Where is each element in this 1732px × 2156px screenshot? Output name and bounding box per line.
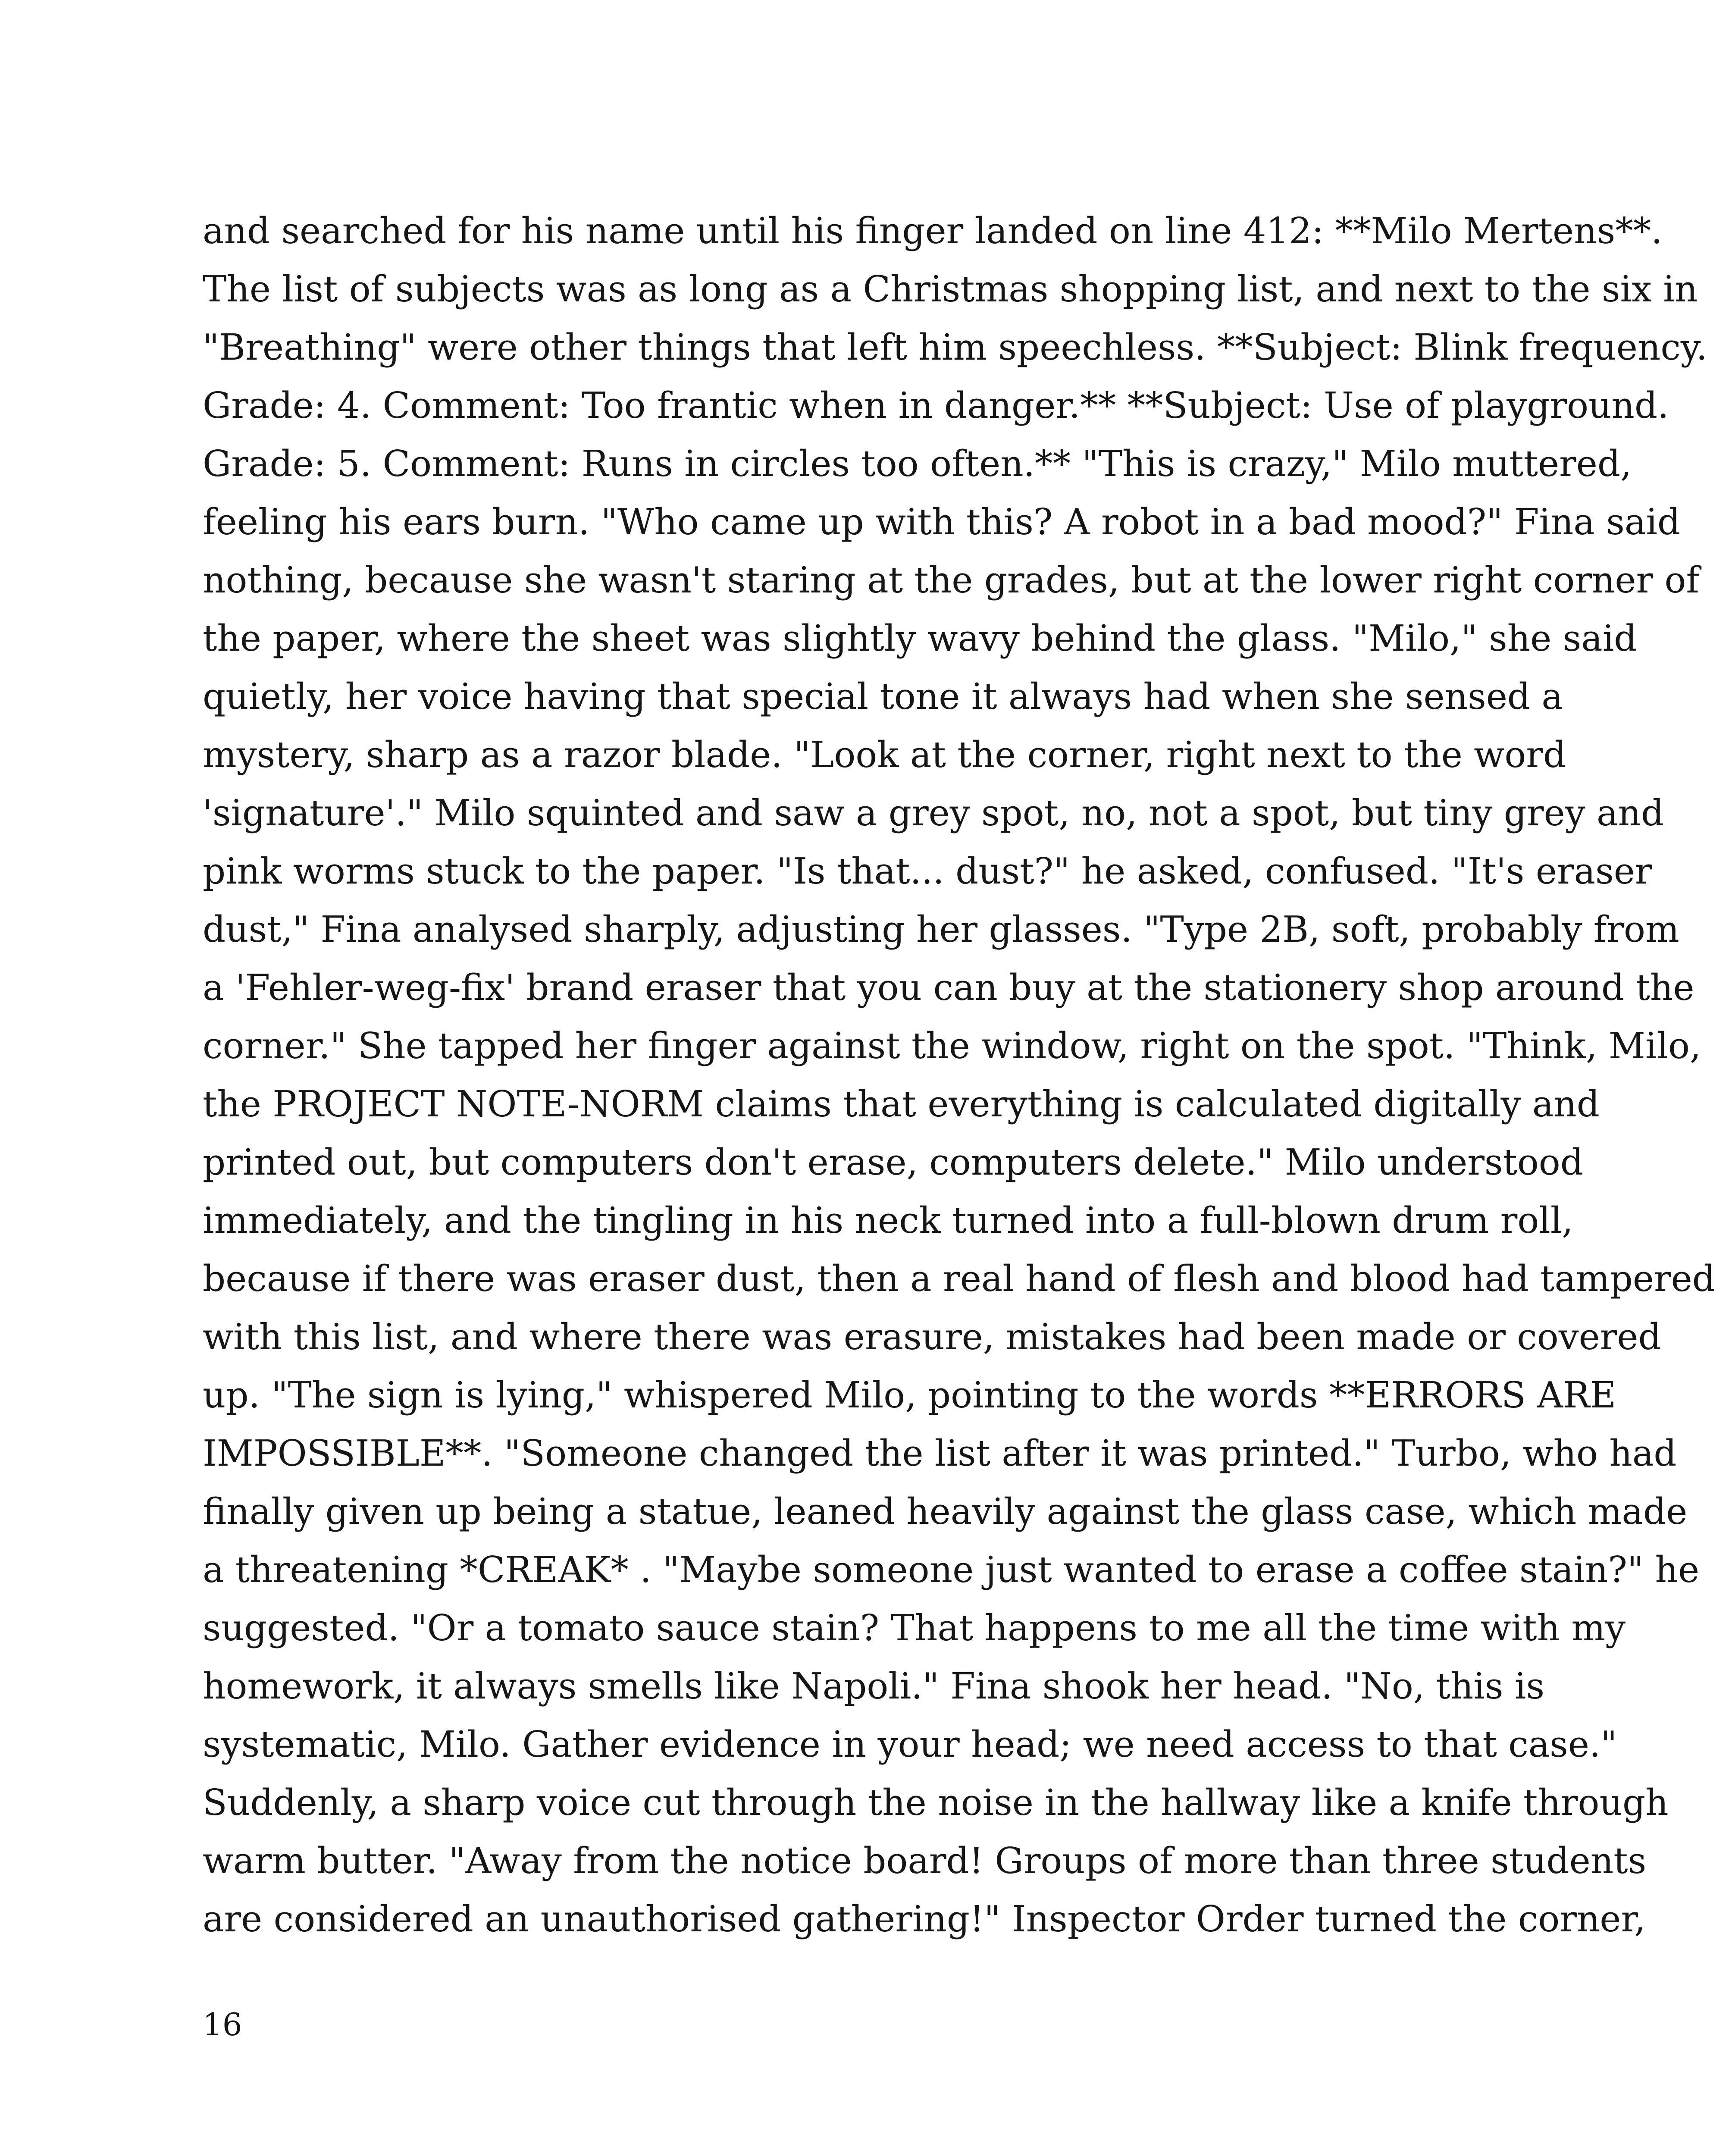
text-line: nothing, because she wasn't staring at the grades, but at the lower right corner of xyxy=(203,559,1700,601)
text-line: Grade: 4. Comment: Too frantic when in danger.** **Subject: Use of playground. xyxy=(203,385,1669,426)
text-line: quietly, her voice having that special tone it always had when she sensed a xyxy=(203,676,1563,718)
text-line: finally given up being a statue, leaned heavily against the glass case, which made xyxy=(203,1491,1688,1532)
text-line: pink worms stuck to the paper. "Is that... dust?" he asked, confused. "It's eraser xyxy=(203,850,1652,892)
text-line: a 'Fehler-weg-fix' brand eraser that you can buy at the stationery shop around the xyxy=(203,967,1694,1009)
text-line: systematic, Milo. Gather evidence in your head; we need access to that case." xyxy=(203,1724,1617,1765)
text-line: 'signature'." Milo squinted and saw a grey spot, no, not a spot, but tiny grey and xyxy=(203,792,1664,834)
text-line: a threatening *CREAK* . "Maybe someone just wanted to erase a coffee stain?" he xyxy=(203,1549,1700,1591)
text-line: "Breathing" were other things that left him speechless. **Subject: Blink frequency. xyxy=(203,326,1708,368)
text-line: homework, it always smells like Napoli." Fina shook her head. "No, this is xyxy=(203,1665,1545,1707)
text-line: IMPOSSIBLE**. "Someone changed the list after it was printed." Turbo, who had xyxy=(203,1432,1677,1474)
text-line: up. "The sign is lying," whispered Milo, pointing to the words **ERRORS ARE xyxy=(203,1374,1616,1416)
body-text xyxy=(203,202,1715,1948)
text-line: feeling his ears burn. "Who came up with this? A robot in a bad mood?" Fina said xyxy=(203,501,1681,543)
text-line: Grade: 5. Comment: Runs in circles too often.** "This is crazy," Milo muttered, xyxy=(203,443,1632,485)
text-line: suggested. "Or a tomato sauce stain? That happens to me all the time with my xyxy=(203,1607,1626,1649)
text-line: are considered an unauthorised gathering!" Inspector Order turned the corner, xyxy=(203,1898,1646,1940)
text-line: mystery, sharp as a razor blade. "Look at the corner, right next to the word xyxy=(203,734,1566,776)
text-line: warm butter. "Away from the notice board! Groups of more than three students xyxy=(203,1840,1647,1882)
text-line: corner." She tapped her finger against the window, right on the spot. "Think, Milo, xyxy=(203,1025,1701,1067)
text-line: because if there was eraser dust, then a real hand of flesh and blood had tampered xyxy=(203,1258,1715,1300)
text-line: immediately, and the tingling in his neck turned into a full-blown drum roll, xyxy=(203,1200,1573,1241)
text-line: The list of subjects was as long as a Christmas shopping list, and next to the six in xyxy=(203,268,1698,310)
text-line: the PROJECT NOTE-NORM claims that everything is calculated digitally and xyxy=(203,1083,1600,1125)
page-number: 16 xyxy=(203,2006,242,2043)
text-line: printed out, but computers don't erase, computers delete." Milo understood xyxy=(203,1141,1583,1183)
text-line: dust," Fina analysed sharply, adjusting her glasses. "Type 2B, soft, probably from xyxy=(203,909,1679,950)
text-line: and searched for his name until his finger landed on line 412: **Milo Mertens**. xyxy=(203,210,1663,252)
text-line: the paper, where the sheet was slightly wavy behind the glass. "Milo," she said xyxy=(203,617,1637,659)
text-line: Suddenly, a sharp voice cut through the noise in the hallway like a knife through xyxy=(203,1782,1669,1824)
text-line: with this list, and where there was erasure, mistakes had been made or covered xyxy=(203,1316,1661,1358)
